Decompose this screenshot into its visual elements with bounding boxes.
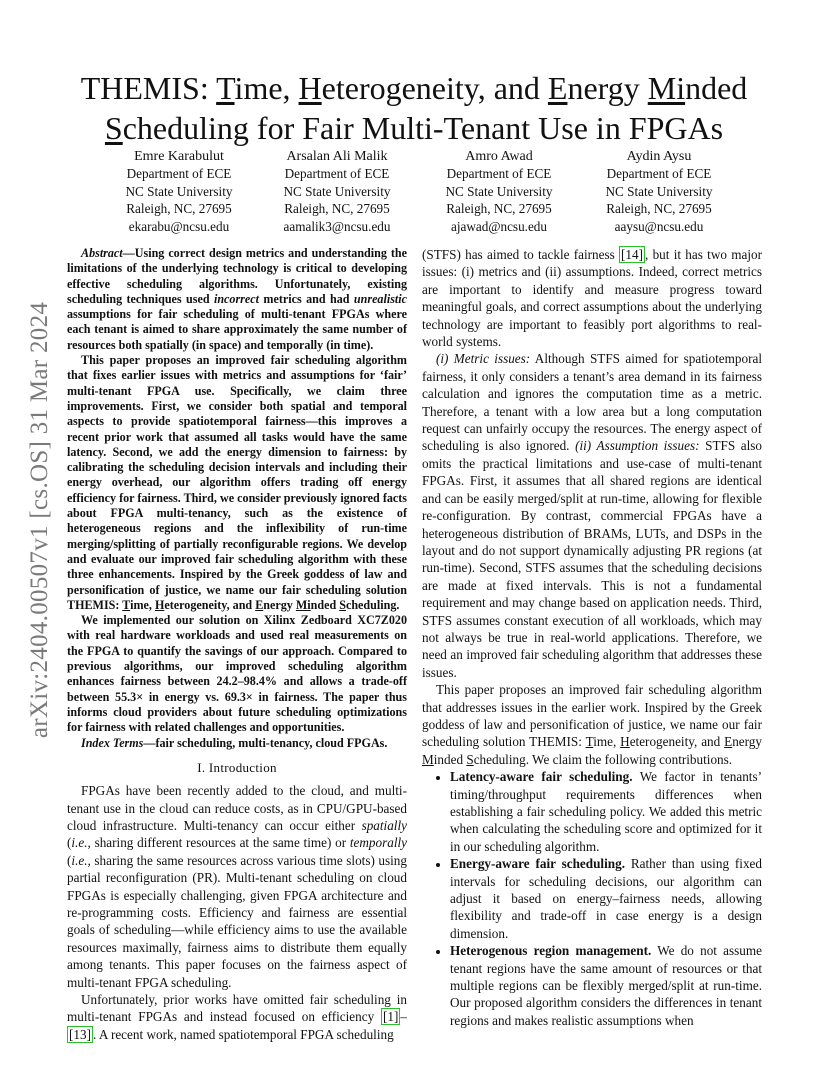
author-1: Emre Karabulut Department of ECE NC State University Raleigh, NC, 27695 ekarabu@ncsu.edu: [94, 148, 264, 235]
list-item: • Heterogenous region management. We do not assume tenant regions have the same amount of resources or that multiple regions can be flexibly merged/split at run-time. Our proposed algorithm considers the differences in tenant regions and makes realistic assumptions when: [450, 942, 762, 1029]
author-block: [94, 148, 744, 238]
author-3: Amro Awad Department of ECE NC State University Raleigh, NC, 27695 ajawad@ncsu.edu: [414, 148, 584, 235]
list-item: • Energy-aware fair scheduling. Rather than using fixed intervals for scheduling decisions, our algorithm can adjust it based on energy–fairness needs, allowing flexibility and trade-off in case energy is a design dimension.: [450, 855, 762, 942]
author-email[interactable]: ekarabu@ncsu.edu: [128, 218, 230, 234]
intro-paragraph: Unfortunately, prior works have omitted fair scheduling in multi-tenant FPGAs and instead focused on efficiency [1] –[13] . A recent work, named spatiotemporal FPGA scheduling: [67, 992, 407, 1042]
left-column: [67, 246, 407, 1043]
intro-paragraph: FPGAs have been recently added to the cloud, and multi-tenant use in the cloud can reduce costs, as in CPU/GPU-based cloud infrastructure. Multi-tenancy can occur either spatially (i.e., sharing different resources at the same time) or temporally (i.e., sharing the same resources across various time slots) using partial reconfiguration (PR). Multi-tenant scheduling on cloud FPGAs is especially challenging, given FPGA architecture and re-programming costs. Efficiency and fairness are essential goals of scheduling—while efficiency aims to use the available resources maximally, fairness aims to distribute them equally among tenants. This paper focuses on the fairness aspect of multi-tenant FPGA scheduling.: [67, 783, 407, 990]
author-4: Aydin Aysu Department of ECE NC State University Raleigh, NC, 27695 aaysu@ncsu.edu: [574, 148, 744, 235]
abstract: Abstract—Using correct design metrics and understanding the limitations of the underlying technology is critical to developing effective scheduling algorithms. Unfortunately, existing scheduling techniques used incorrect metrics and had unrealistic assumptions for fair scheduling of multi-tenant FPGAs where each tenant is aimed to share approximately the same number of resources both spatially (in space) and temporally (in time). This paper proposes an improved fair scheduling algorithm that fixes earlier issues with metrics and assumptions for ‘fair’ multi-tenant FPGA use. Specifically, we claim three improvements. First, we consider both spatial and temporal aspects to provide spatiotemporal fairness—this improves a recent prior work that assumed all tasks would have the same latency. Second, we add the energy dimension to fairness: by calibrating the scheduling decision intervals and including their energy overhead, our algorithm offers trading off energy efficiency for fairness. Third, we consider previously ignored facts about FPGA multi-tenancy, such as the existence of heterogeneous regions and the inflexibility of run-time merging/splitting of partially reconfigurable regions. We develop and evaluate our improved fair scheduling algorithm with these three enhancements. Inspired by the Greek goddess of law and personification of justice, we name our fair scheduling solution THEMIS: Time, Heterogeneity, and Energy Minded Scheduling. We implemented our solution on Xilinx Zedboard XC7Z020 with real hardware workloads and used real measurements on the FPGA to quantify the savings of our approach. Compared to previous algorithms, our improved scheduling algorithm enhances fairness between 24.2–98.4% and allows a trade-off between 55.3× in energy vs. 69.3× in fairness. The paper thus informs cloud providers about future scheduling optimizations for fairness with related challenges and opportunities.: [67, 246, 407, 735]
index-terms: Index Terms—fair scheduling, multi-tenancy, cloud FPGAs.: [81, 735, 388, 750]
author-email[interactable]: aamalik3@ncsu.edu: [283, 218, 391, 234]
citation-link[interactable]: [14]: [621, 247, 644, 262]
citation-link[interactable]: [1]: [383, 1009, 399, 1025]
list-item: • Latency-aware fair scheduling. We factor in tenants’ timing/throughput requirements differences when establishing a fair scheduling policy. We added this metric when calculating the scheduling score and optimized for it in our scheduling algorithm.: [450, 768, 762, 855]
arxiv-identifier: arXiv:2404.00507v1 [cs.OS] 31 Mar 2024: [26, 301, 53, 739]
contributions-list: [422, 768, 762, 1029]
body-paragraph: This paper proposes an improved fair scheduling algorithm that addresses issues in the earlier work. Inspired by the Greek goddess of law and personification of justice, we name our fair scheduling solution THEMIS: Time, Heterogeneity, and Energy Minded Scheduling. We claim the following contributions.: [422, 682, 762, 767]
body-paragraph: (STFS) has aimed to tackle fairness [14] , but it has two major issues: (i) metrics and (ii) assumptions. Indeed, correct metrics are important to identify and measure progress toward meaningful goals, and correct assumptions about the underlying technology are important to feasibly port algorithms to real-world systems.: [422, 247, 762, 350]
author-2: Arsalan Ali Malik Department of ECE NC State University Raleigh, NC, 27695 aamalik3@ncsu.edu: [252, 148, 422, 235]
citation-link[interactable]: [13]: [69, 1026, 91, 1042]
body-paragraph: (i) Metric issues: Although STFS aimed for spatiotemporal fairness, it only considers a tenant’s area demand in its fairness calculation and ignores the computation time as a metric. Therefore, a tenant with a low area but a long computation request can unfairly occupy the resources. The energy aspect of scheduling is also ignored. (ii) Assumption issues: STFS also omits the practical limitations and use-case of multi-tenant FPGAs. First, it assumes that all shared regions are identical and can be easily merged/split at run-time, allowing for flexible re-configuration. By contrast, commercial FPGAs have a heterogeneous distribution of BRAMs, LUTs, and DSPs in the layout and do not support dynamically adjusting PR regions (at run-time). Second, STFS assumes that the scheduling decisions are made at fixed intervals. This is not a fundamental requirement and may change based on application needs. Third, STFS assumes constant execution of all workloads, which may not always be true in real-world applications. Therefore, we need an improved fair scheduling algorithm that addresses these issues.: [422, 351, 763, 680]
section-heading: I. Introduction: [197, 759, 277, 775]
author-email[interactable]: aaysu@ncsu.edu: [614, 218, 704, 234]
author-email[interactable]: ajawad@ncsu.edu: [451, 218, 547, 234]
right-column: [422, 246, 762, 1029]
paper-title: THEMIS: Time, Heterogeneity, and Energy Minded Scheduling for Fair Multi-Tenant Use in FPGAs: [80, 70, 748, 146]
